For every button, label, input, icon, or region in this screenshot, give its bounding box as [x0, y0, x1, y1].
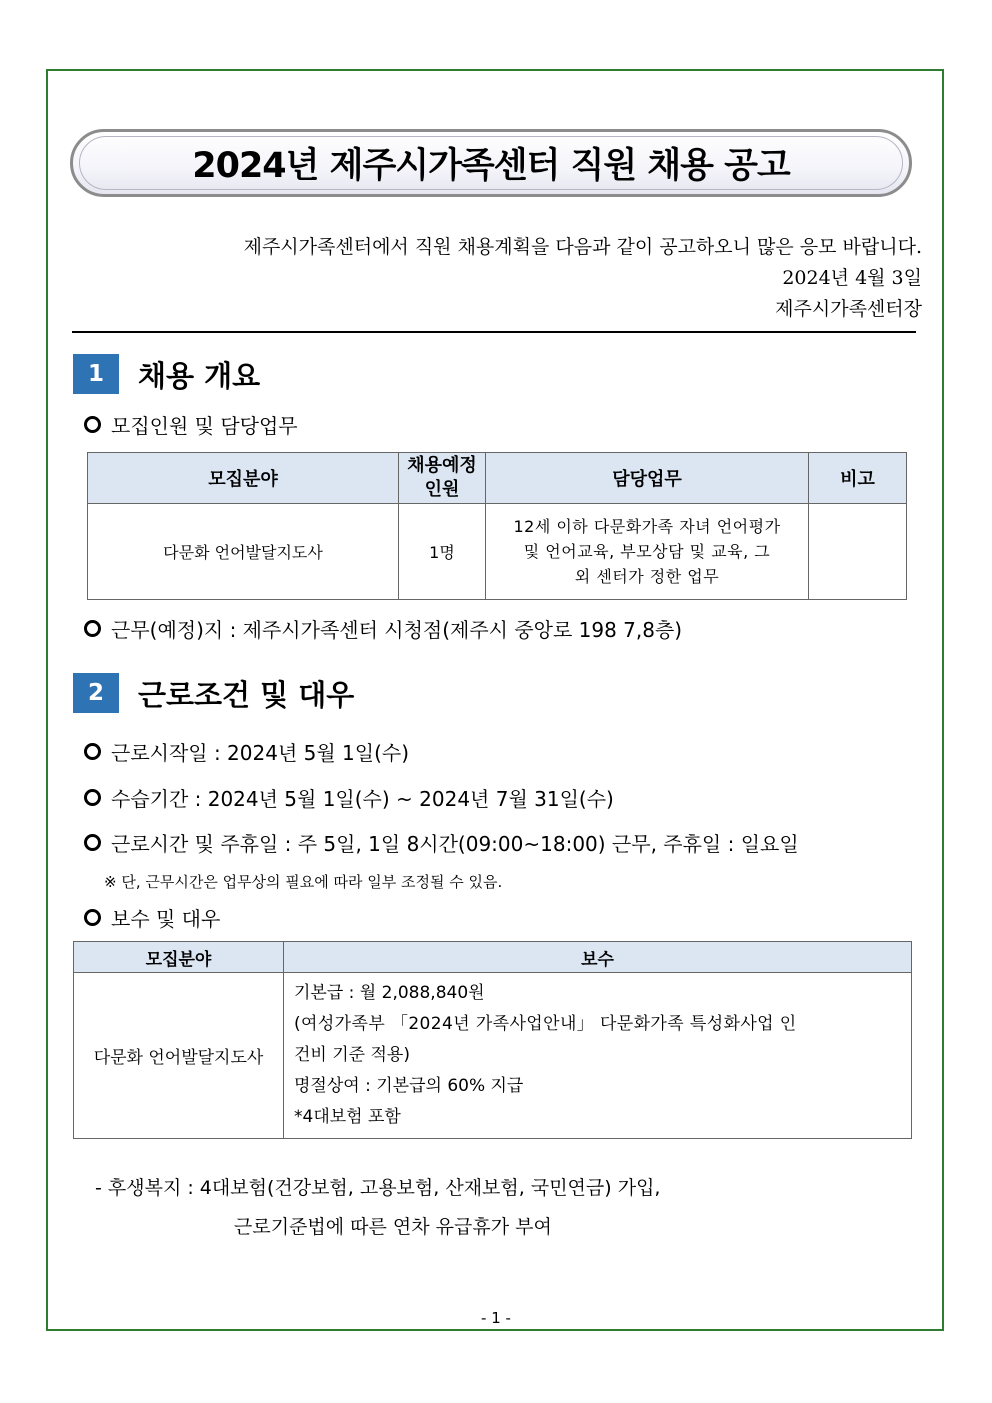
bullet-text: 보수 및 대우: [111, 907, 221, 931]
header-duty: 담당업무: [486, 453, 809, 504]
bullet-circle-icon: [84, 743, 101, 760]
pay-line: 기본급 : 월 2,088,840원: [294, 983, 485, 1003]
bullet-start-date: [84, 737, 409, 766]
bullet-circle-icon: [84, 789, 101, 806]
announcer: 제주시가족센터장: [775, 298, 922, 320]
pay-line: 건비 기준 적용): [294, 1045, 410, 1065]
pay-table: [73, 941, 912, 1139]
section-title: 채용 개요: [138, 359, 261, 393]
bullet-circle-icon: [84, 909, 101, 926]
pay-line: 명절상여 : 기본급의 60% 지급: [294, 1076, 524, 1096]
cell-count: 1명: [399, 504, 486, 600]
cell-duty: [486, 504, 809, 600]
bullet-circle-icon: [84, 834, 101, 851]
welfare-line: - 후생복지 : 4대보험(건강보험, 고용보험, 산재보험, 국민연금) 가입,: [95, 1177, 661, 1199]
bullet-text: 근무(예정)지 : 제주시가족센터 시청점(제주시 중앙로 198 7,8층): [111, 618, 683, 642]
cell-note: [809, 504, 907, 600]
header-pay: 보수: [284, 942, 912, 973]
intro-text: 제주시가족센터에서 직원 채용계획을 다음과 같이 공고하오니 많은 응모 바랍니다.: [243, 236, 922, 258]
bullet-pay: [84, 903, 220, 932]
header-count: [399, 453, 486, 504]
header-note: 비고: [809, 453, 907, 504]
bullet-text: 모집인원 및 담당업무: [111, 414, 298, 438]
hours-note: ※ 단, 근무시간은 업무상의 필요에 따라 일부 조정될 수 있음.: [104, 873, 503, 891]
page-title: 2024년 제주시가족센터 직원 채용 공고: [192, 146, 790, 186]
duty-line: 외 센터가 정한 업무: [574, 567, 720, 586]
bullet-circle-icon: [84, 416, 101, 433]
recruit-table: [87, 452, 907, 600]
cell-field: 다문화 언어발달지도사: [74, 973, 284, 1139]
cell-field: 다문화 언어발달지도사: [88, 504, 399, 600]
title-banner: [70, 129, 912, 197]
section-number-badge: 2: [73, 673, 119, 713]
page-number: - 1 -: [481, 1309, 511, 1327]
duty-line: 및 언어교육, 부모상담 및 교육, 그: [523, 542, 771, 561]
bullet-text: 근로시작일 : 2024년 5월 1일(수): [111, 741, 410, 765]
cell-pay: [284, 973, 912, 1139]
section-title: 근로조건 및 대우: [138, 678, 355, 712]
header-field: 모집분야: [88, 453, 399, 504]
header-count-line1: 채용예정: [407, 455, 477, 476]
pay-line: *4대보험 포함: [294, 1107, 401, 1127]
bullet-recruit: [84, 410, 298, 439]
duty-line: 12세 이하 다문화가족 자녀 언어평가: [513, 517, 781, 536]
header-field: 모집분야: [74, 942, 284, 973]
bullet-hours: [84, 828, 799, 857]
divider: [72, 331, 916, 333]
welfare-line: 근로기준법에 따른 연차 유급휴가 부여: [234, 1216, 552, 1238]
bullet-text: 근로시간 및 주휴일 : 주 5일, 1일 8시간(09:00~18:00) 근무, 주휴일 : 일요일: [111, 832, 799, 856]
header-count-line2: 인원: [424, 479, 460, 500]
bullet-location: [84, 614, 682, 643]
announce-date: 2024년 4월 3일: [782, 267, 922, 289]
pay-line: (여성가족부 「2024년 가족사업안내」 다문화가족 특성화사업 인: [294, 1014, 797, 1034]
bullet-text: 수습기간 : 2024년 5월 1일(수) ~ 2024년 7월 31일(수): [111, 787, 614, 811]
bullet-circle-icon: [84, 620, 101, 637]
section-number-badge: 1: [73, 354, 119, 394]
bullet-probation: [84, 783, 614, 812]
